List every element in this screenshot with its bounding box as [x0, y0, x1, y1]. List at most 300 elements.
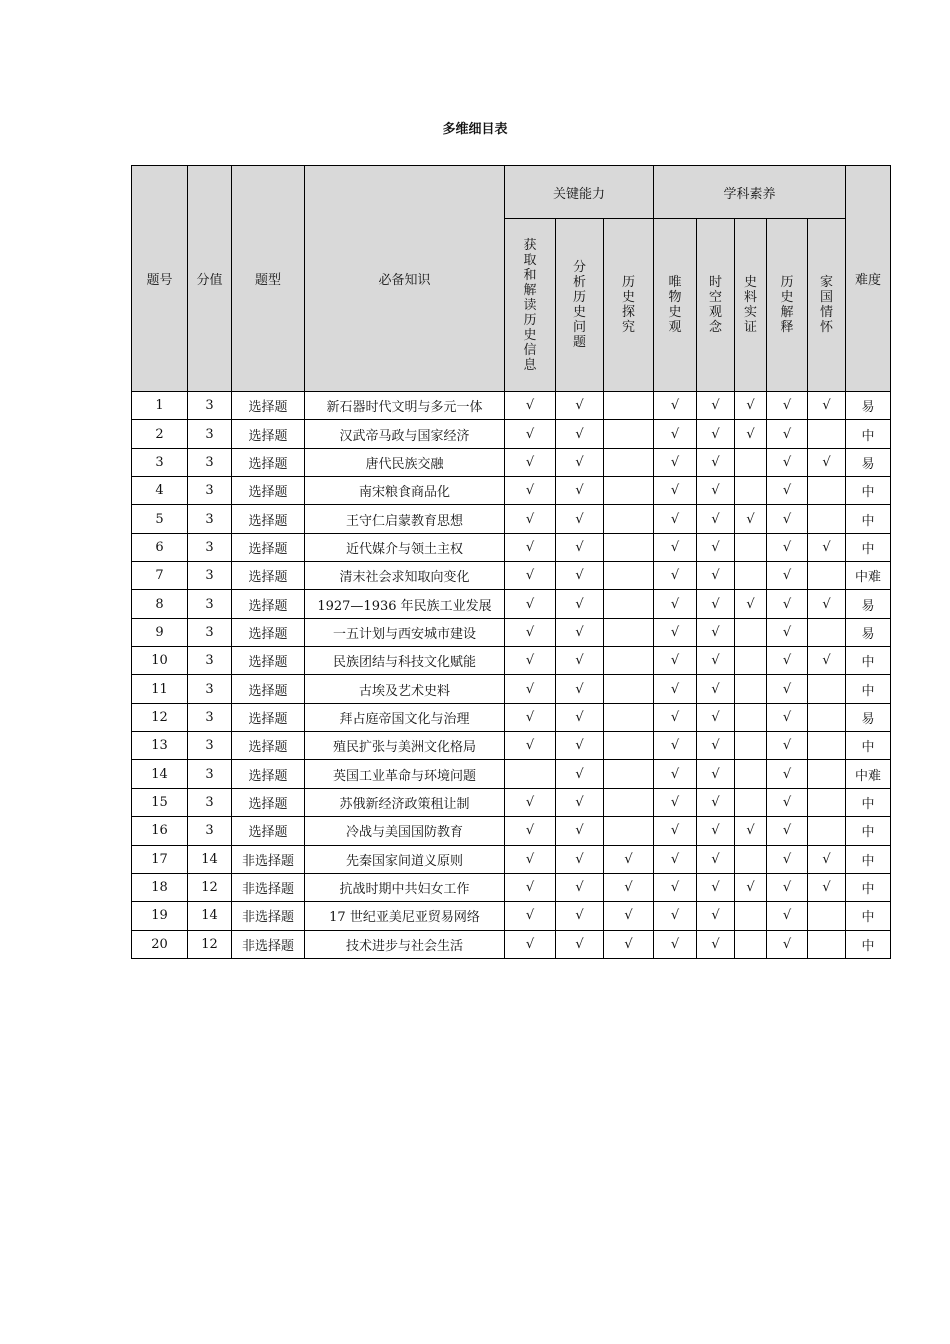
cell-type: 选择题 [232, 618, 305, 646]
cell-ability-1: √ [505, 703, 556, 731]
cell-no: 11 [132, 675, 188, 703]
cell-difficulty: 中难 [846, 562, 891, 590]
table-row [132, 477, 891, 505]
cell-literacy-1: √ [654, 902, 697, 930]
cell-no: 4 [132, 477, 188, 505]
cell-ability-2: √ [556, 647, 604, 675]
table-row [132, 703, 891, 731]
cell-literacy-5: √ [808, 392, 846, 420]
cell-ability-1 [505, 760, 556, 788]
cell-ability-1: √ [505, 732, 556, 760]
cell-topic: 冷战与美国国防教育 [305, 817, 505, 845]
cell-literacy-4: √ [767, 675, 808, 703]
cell-ability-3 [604, 732, 654, 760]
table-row [132, 845, 891, 873]
cell-literacy-2: √ [697, 845, 735, 873]
cell-literacy-1: √ [654, 590, 697, 618]
cell-literacy-3 [735, 647, 767, 675]
cell-ability-2: √ [556, 873, 604, 901]
table-row [132, 675, 891, 703]
cell-no: 16 [132, 817, 188, 845]
cell-difficulty: 中难 [846, 760, 891, 788]
table-row [132, 448, 891, 476]
cell-no: 15 [132, 788, 188, 816]
cell-literacy-2: √ [697, 505, 735, 533]
cell-literacy-1: √ [654, 788, 697, 816]
table-row [132, 902, 891, 930]
cell-topic: 清末社会求知取向变化 [305, 562, 505, 590]
cell-literacy-2: √ [697, 448, 735, 476]
cell-literacy-1: √ [654, 533, 697, 561]
cell-no: 13 [132, 732, 188, 760]
header-literacy-5-label: 家国情怀 [820, 275, 834, 335]
cell-type: 选择题 [232, 760, 305, 788]
cell-literacy-5 [808, 675, 846, 703]
header-literacy-group: 学科素养 [654, 166, 846, 219]
cell-literacy-1: √ [654, 562, 697, 590]
cell-literacy-3 [735, 788, 767, 816]
cell-literacy-3: √ [735, 420, 767, 448]
header-ability-3 [604, 219, 654, 392]
cell-literacy-1: √ [654, 392, 697, 420]
cell-literacy-5 [808, 703, 846, 731]
header-ability-group: 关键能力 [505, 166, 654, 219]
cell-ability-3 [604, 477, 654, 505]
table-row [132, 788, 891, 816]
cell-literacy-1: √ [654, 930, 697, 958]
cell-ability-1: √ [505, 902, 556, 930]
cell-literacy-5 [808, 477, 846, 505]
cell-score: 3 [188, 562, 232, 590]
cell-topic: 汉武帝马政与国家经济 [305, 420, 505, 448]
table-row [132, 392, 891, 420]
cell-no: 8 [132, 590, 188, 618]
table-body [132, 392, 891, 959]
cell-ability-3 [604, 618, 654, 646]
cell-ability-3: √ [604, 902, 654, 930]
cell-type: 选择题 [232, 533, 305, 561]
cell-literacy-1: √ [654, 477, 697, 505]
cell-ability-1: √ [505, 392, 556, 420]
cell-topic: 苏俄新经济政策租让制 [305, 788, 505, 816]
cell-ability-2: √ [556, 420, 604, 448]
cell-no: 2 [132, 420, 188, 448]
cell-difficulty: 易 [846, 618, 891, 646]
header-score: 分值 [188, 166, 232, 392]
cell-difficulty: 中 [846, 732, 891, 760]
cell-type: 选择题 [232, 420, 305, 448]
cell-topic: 抗战时期中共妇女工作 [305, 873, 505, 901]
cell-score: 3 [188, 618, 232, 646]
cell-literacy-3 [735, 902, 767, 930]
cell-score: 3 [188, 420, 232, 448]
cell-literacy-1: √ [654, 420, 697, 448]
cell-literacy-5 [808, 788, 846, 816]
cell-score: 12 [188, 930, 232, 958]
cell-literacy-3 [735, 675, 767, 703]
cell-ability-2: √ [556, 817, 604, 845]
cell-ability-2: √ [556, 392, 604, 420]
header-literacy-3-label: 史料实证 [743, 275, 757, 335]
cell-ability-1: √ [505, 505, 556, 533]
cell-score: 3 [188, 505, 232, 533]
cell-ability-2: √ [556, 618, 604, 646]
cell-literacy-4: √ [767, 703, 808, 731]
cell-ability-2: √ [556, 845, 604, 873]
cell-ability-3 [604, 420, 654, 448]
cell-ability-3 [604, 448, 654, 476]
cell-topic: 一五计划与西安城市建设 [305, 618, 505, 646]
cell-ability-3 [604, 675, 654, 703]
table-row [132, 505, 891, 533]
cell-ability-3 [604, 590, 654, 618]
cell-literacy-2: √ [697, 647, 735, 675]
cell-literacy-2: √ [697, 533, 735, 561]
cell-ability-2: √ [556, 930, 604, 958]
cell-literacy-2: √ [697, 703, 735, 731]
cell-type: 非选择题 [232, 902, 305, 930]
cell-ability-2: √ [556, 562, 604, 590]
table-row [132, 647, 891, 675]
cell-literacy-2: √ [697, 562, 735, 590]
cell-ability-2: √ [556, 732, 604, 760]
table-row [132, 618, 891, 646]
cell-type: 选择题 [232, 448, 305, 476]
cell-score: 3 [188, 448, 232, 476]
cell-topic: 近代媒介与领土主权 [305, 533, 505, 561]
cell-literacy-4: √ [767, 902, 808, 930]
cell-difficulty: 易 [846, 392, 891, 420]
cell-literacy-1: √ [654, 675, 697, 703]
cell-literacy-3 [735, 732, 767, 760]
header-type: 题型 [232, 166, 305, 392]
cell-literacy-2: √ [697, 873, 735, 901]
cell-literacy-3 [735, 618, 767, 646]
cell-literacy-1: √ [654, 618, 697, 646]
cell-ability-1: √ [505, 477, 556, 505]
cell-type: 选择题 [232, 788, 305, 816]
cell-literacy-4: √ [767, 618, 808, 646]
cell-literacy-3 [735, 477, 767, 505]
cell-literacy-5 [808, 618, 846, 646]
cell-score: 14 [188, 845, 232, 873]
cell-literacy-5 [808, 732, 846, 760]
cell-literacy-3 [735, 533, 767, 561]
cell-literacy-1: √ [654, 505, 697, 533]
cell-type: 选择题 [232, 647, 305, 675]
header-literacy-1-label: 唯物史观 [668, 275, 682, 335]
cell-ability-2: √ [556, 902, 604, 930]
cell-type: 非选择题 [232, 873, 305, 901]
cell-literacy-5 [808, 562, 846, 590]
cell-ability-2: √ [556, 590, 604, 618]
cell-ability-2: √ [556, 788, 604, 816]
cell-type: 选择题 [232, 392, 305, 420]
cell-topic: 南宋粮食商品化 [305, 477, 505, 505]
cell-difficulty: 中 [846, 420, 891, 448]
cell-literacy-4: √ [767, 505, 808, 533]
table-row [132, 760, 891, 788]
cell-score: 3 [188, 732, 232, 760]
cell-score: 3 [188, 703, 232, 731]
cell-difficulty: 中 [846, 505, 891, 533]
cell-topic: 先秦国家间道义原则 [305, 845, 505, 873]
cell-ability-2: √ [556, 448, 604, 476]
cell-difficulty: 中 [846, 533, 891, 561]
cell-ability-3 [604, 562, 654, 590]
cell-literacy-1: √ [654, 845, 697, 873]
header-literacy-4 [767, 219, 808, 392]
cell-ability-3 [604, 817, 654, 845]
cell-literacy-2: √ [697, 902, 735, 930]
cell-literacy-3: √ [735, 590, 767, 618]
cell-literacy-4: √ [767, 392, 808, 420]
cell-type: 选择题 [232, 477, 305, 505]
cell-literacy-2: √ [697, 930, 735, 958]
header-ability-2 [556, 219, 604, 392]
header-difficulty: 难度 [846, 166, 891, 392]
cell-score: 3 [188, 760, 232, 788]
cell-topic: 殖民扩张与美洲文化格局 [305, 732, 505, 760]
cell-literacy-5: √ [808, 647, 846, 675]
cell-literacy-5 [808, 420, 846, 448]
cell-literacy-3 [735, 930, 767, 958]
cell-literacy-5: √ [808, 873, 846, 901]
cell-ability-2: √ [556, 675, 604, 703]
cell-type: 选择题 [232, 817, 305, 845]
cell-type: 非选择题 [232, 845, 305, 873]
cell-ability-3: √ [604, 930, 654, 958]
cell-literacy-1: √ [654, 817, 697, 845]
cell-ability-1: √ [505, 562, 556, 590]
cell-no: 3 [132, 448, 188, 476]
cell-difficulty: 中 [846, 477, 891, 505]
spec-table [131, 165, 891, 959]
cell-literacy-4: √ [767, 930, 808, 958]
cell-no: 6 [132, 533, 188, 561]
cell-type: 选择题 [232, 590, 305, 618]
cell-score: 3 [188, 817, 232, 845]
cell-ability-1: √ [505, 817, 556, 845]
cell-difficulty: 中 [846, 647, 891, 675]
cell-topic: 技术进步与社会生活 [305, 930, 505, 958]
table-row [132, 420, 891, 448]
cell-score: 3 [188, 392, 232, 420]
cell-literacy-4: √ [767, 845, 808, 873]
header-ability-1-label: 获取和解读历史信息 [523, 237, 537, 373]
cell-ability-2: √ [556, 703, 604, 731]
cell-ability-3: √ [604, 845, 654, 873]
header-literacy-1 [654, 219, 697, 392]
cell-ability-1: √ [505, 420, 556, 448]
cell-literacy-3 [735, 703, 767, 731]
cell-literacy-4: √ [767, 760, 808, 788]
cell-ability-1: √ [505, 675, 556, 703]
cell-type: 选择题 [232, 703, 305, 731]
cell-ability-3 [604, 788, 654, 816]
cell-literacy-5 [808, 760, 846, 788]
cell-no: 20 [132, 930, 188, 958]
cell-literacy-2: √ [697, 760, 735, 788]
cell-literacy-1: √ [654, 760, 697, 788]
cell-score: 12 [188, 873, 232, 901]
cell-no: 10 [132, 647, 188, 675]
table-row [132, 562, 891, 590]
cell-no: 19 [132, 902, 188, 930]
cell-ability-1: √ [505, 647, 556, 675]
cell-literacy-3: √ [735, 505, 767, 533]
cell-ability-1: √ [505, 845, 556, 873]
cell-literacy-2: √ [697, 392, 735, 420]
cell-literacy-4: √ [767, 477, 808, 505]
cell-literacy-2: √ [697, 732, 735, 760]
cell-literacy-4: √ [767, 562, 808, 590]
cell-difficulty: 易 [846, 448, 891, 476]
cell-literacy-5 [808, 817, 846, 845]
cell-literacy-5: √ [808, 533, 846, 561]
cell-no: 5 [132, 505, 188, 533]
table-row [132, 930, 891, 958]
cell-topic: 古埃及艺术史料 [305, 675, 505, 703]
cell-ability-3 [604, 703, 654, 731]
cell-score: 3 [188, 533, 232, 561]
header-knowledge: 必备知识 [305, 166, 505, 392]
cell-literacy-1: √ [654, 873, 697, 901]
cell-no: 1 [132, 392, 188, 420]
cell-literacy-3 [735, 760, 767, 788]
cell-ability-2: √ [556, 477, 604, 505]
header-literacy-4-label: 历史解释 [780, 275, 794, 335]
cell-no: 7 [132, 562, 188, 590]
header-literacy-2 [697, 219, 735, 392]
cell-difficulty: 易 [846, 703, 891, 731]
cell-literacy-4: √ [767, 420, 808, 448]
cell-no: 14 [132, 760, 188, 788]
cell-ability-1: √ [505, 448, 556, 476]
cell-ability-1: √ [505, 618, 556, 646]
cell-literacy-1: √ [654, 647, 697, 675]
cell-literacy-2: √ [697, 675, 735, 703]
cell-topic: 17 世纪亚美尼亚贸易网络 [305, 902, 505, 930]
cell-ability-3 [604, 533, 654, 561]
cell-literacy-2: √ [697, 477, 735, 505]
cell-literacy-2: √ [697, 618, 735, 646]
cell-ability-2: √ [556, 505, 604, 533]
cell-literacy-4: √ [767, 448, 808, 476]
cell-topic: 拜占庭帝国文化与治理 [305, 703, 505, 731]
cell-literacy-5 [808, 930, 846, 958]
cell-difficulty: 中 [846, 902, 891, 930]
table-row [132, 533, 891, 561]
cell-ability-3: √ [604, 873, 654, 901]
cell-type: 选择题 [232, 562, 305, 590]
cell-literacy-4: √ [767, 533, 808, 561]
table-row [132, 817, 891, 845]
cell-literacy-4: √ [767, 817, 808, 845]
cell-no: 18 [132, 873, 188, 901]
cell-literacy-5: √ [808, 590, 846, 618]
cell-no: 9 [132, 618, 188, 646]
cell-difficulty: 中 [846, 675, 891, 703]
cell-literacy-1: √ [654, 448, 697, 476]
cell-ability-3 [604, 392, 654, 420]
cell-topic: 王守仁启蒙教育思想 [305, 505, 505, 533]
cell-ability-2: √ [556, 533, 604, 561]
table-row [132, 732, 891, 760]
cell-no: 12 [132, 703, 188, 731]
cell-ability-1: √ [505, 788, 556, 816]
cell-type: 非选择题 [232, 930, 305, 958]
cell-score: 3 [188, 477, 232, 505]
cell-topic: 民族团结与科技文化赋能 [305, 647, 505, 675]
cell-topic: 新石器时代文明与多元一体 [305, 392, 505, 420]
cell-difficulty: 中 [846, 788, 891, 816]
header-literacy-3 [735, 219, 767, 392]
cell-literacy-5 [808, 505, 846, 533]
cell-type: 选择题 [232, 505, 305, 533]
cell-literacy-3 [735, 845, 767, 873]
cell-literacy-3 [735, 448, 767, 476]
cell-literacy-1: √ [654, 703, 697, 731]
header-ability-1 [505, 219, 556, 392]
cell-score: 14 [188, 902, 232, 930]
cell-literacy-4: √ [767, 732, 808, 760]
cell-topic: 英国工业革命与环境问题 [305, 760, 505, 788]
cell-topic: 1927—1936 年民族工业发展 [305, 590, 505, 618]
cell-literacy-3: √ [735, 873, 767, 901]
cell-literacy-3: √ [735, 817, 767, 845]
cell-ability-1: √ [505, 873, 556, 901]
cell-literacy-2: √ [697, 420, 735, 448]
cell-difficulty: 中 [846, 817, 891, 845]
cell-ability-2: √ [556, 760, 604, 788]
cell-ability-3 [604, 505, 654, 533]
cell-literacy-4: √ [767, 647, 808, 675]
cell-type: 选择题 [232, 732, 305, 760]
cell-score: 3 [188, 647, 232, 675]
cell-literacy-1: √ [654, 732, 697, 760]
cell-ability-3 [604, 647, 654, 675]
cell-difficulty: 中 [846, 873, 891, 901]
cell-literacy-5: √ [808, 845, 846, 873]
cell-type: 选择题 [232, 675, 305, 703]
cell-difficulty: 中 [846, 845, 891, 873]
cell-literacy-5 [808, 902, 846, 930]
cell-ability-1: √ [505, 533, 556, 561]
cell-ability-3 [604, 760, 654, 788]
page-title: 多维细目表 [442, 122, 508, 137]
table-row [132, 873, 891, 901]
cell-no: 17 [132, 845, 188, 873]
cell-score: 3 [188, 675, 232, 703]
cell-literacy-3: √ [735, 392, 767, 420]
cell-literacy-2: √ [697, 788, 735, 816]
cell-ability-1: √ [505, 590, 556, 618]
header-ability-3-label: 历史探究 [621, 275, 635, 335]
cell-literacy-4: √ [767, 788, 808, 816]
cell-literacy-4: √ [767, 873, 808, 901]
cell-difficulty: 易 [846, 590, 891, 618]
header-literacy-5 [808, 219, 846, 392]
cell-score: 3 [188, 788, 232, 816]
cell-literacy-5: √ [808, 448, 846, 476]
header-literacy-2-label: 时空观念 [708, 275, 722, 335]
cell-literacy-4: √ [767, 590, 808, 618]
cell-score: 3 [188, 590, 232, 618]
cell-literacy-2: √ [697, 817, 735, 845]
table-row [132, 590, 891, 618]
cell-literacy-3 [735, 562, 767, 590]
